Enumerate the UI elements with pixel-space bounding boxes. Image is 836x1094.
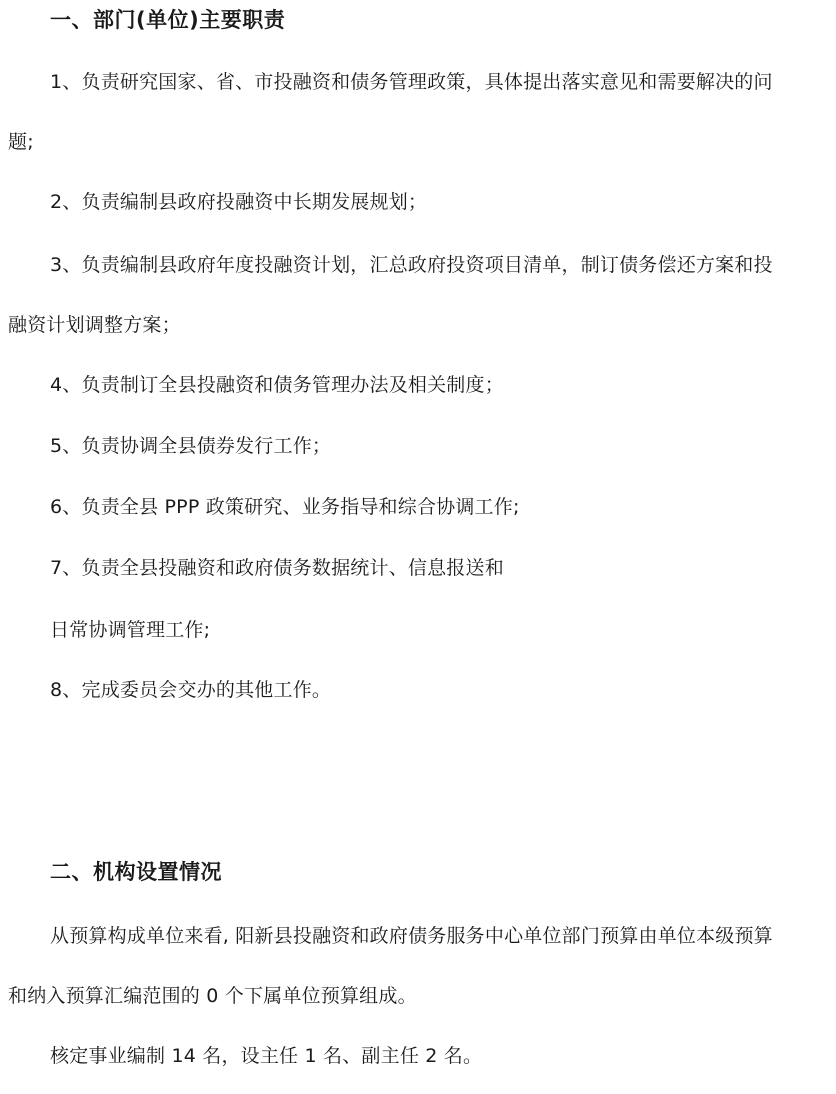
responsibility-item-3-line-1: 3、负责编制县政府年度投融资计划，汇总政府投资项目清单，制订债务偿还方案和投 (50, 254, 773, 276)
responsibility-item-5: 5、负责协调全县债券发行工作； (50, 435, 332, 457)
organization-paragraph-line-1: 从预算构成单位来看, 阳新县投融资和政府债务服务中心单位部门预算由单位本级预算 (50, 925, 773, 947)
responsibility-item-8: 8、完成委员会交办的其他工作。 (50, 679, 332, 701)
responsibility-item-7-line-1: 7、负责全县投融资和政府债务数据统计、信息报送和 (50, 557, 504, 579)
responsibility-item-3-line-2: 融资计划调整方案； (8, 314, 181, 336)
section-heading-organization: 二、机构设置情况 (50, 860, 222, 884)
section-heading-responsibilities: 一、部门(单位)主要职责 (50, 8, 286, 32)
staffing-paragraph: 核定事业编制 14 名，设主任 1 名、副主任 2 名。 (50, 1045, 483, 1067)
responsibility-item-6: 6、负责全县 PPP 政策研究、业务指导和综合协调工作; (50, 496, 520, 518)
responsibility-item-2: 2、负责编制县政府投融资中长期发展规划； (50, 191, 428, 213)
responsibility-item-7-line-2: 日常协调管理工作; (50, 619, 211, 641)
responsibility-item-4: 4、负责制订全县投融资和债务管理办法及相关制度； (50, 374, 504, 396)
responsibility-item-1-line-2: 题; (8, 131, 34, 153)
responsibility-item-1-line-1: 1、负责研究国家、省、市投融资和债务管理政策，具体提出落实意见和需要解决的问 (50, 71, 773, 93)
organization-paragraph-line-2: 和纳入预算汇编范围的 0 个下属单位预算组成。 (8, 985, 417, 1007)
